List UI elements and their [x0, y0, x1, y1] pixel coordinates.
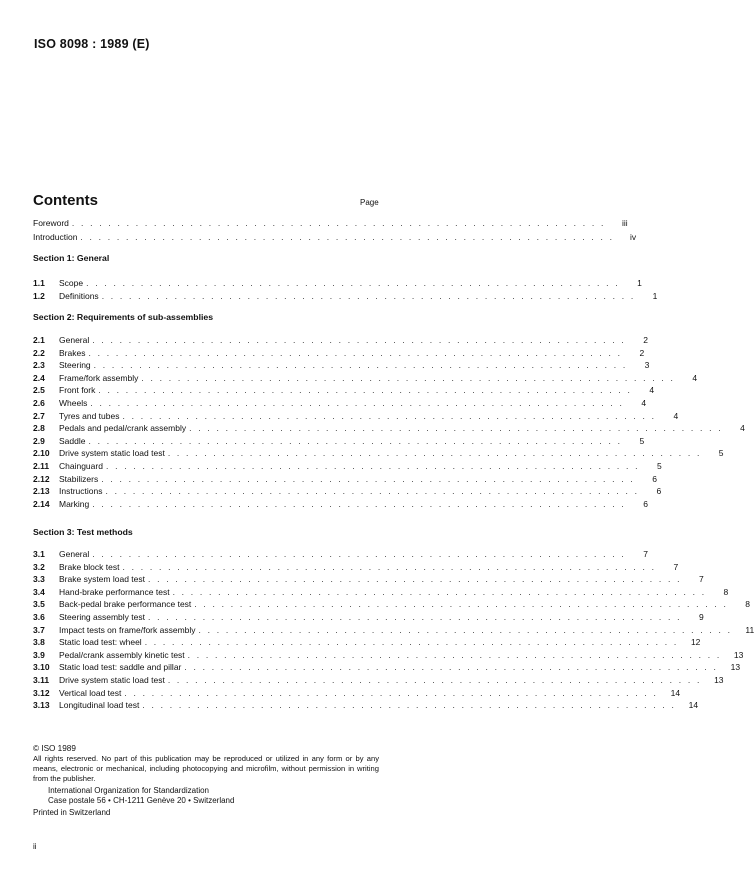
toc-entry[interactable]	[33, 586, 729, 598]
toc-entry-page: 13	[730, 662, 741, 672]
toc-entry[interactable]	[33, 435, 645, 447]
toc-entry[interactable]	[33, 674, 724, 686]
toc-entry-number: 3.2	[33, 562, 45, 572]
toc-entry-page: 5	[656, 461, 662, 471]
toc-entry[interactable]	[33, 687, 681, 699]
toc-entry-title: Marking	[59, 499, 90, 509]
printed-in: Printed in Switzerland	[33, 808, 111, 817]
page-column-label: Page	[360, 198, 379, 207]
toc-entry-title: Pedal/crank assembly kinetic test	[59, 650, 185, 660]
toc-entry-page: 8	[745, 599, 751, 609]
toc-entry-page: 12	[690, 637, 701, 647]
toc-entry[interactable]	[33, 611, 704, 623]
toc-entry-title: Tyres and tubes	[59, 411, 120, 421]
toc-entry-title: Longitudinal load test	[59, 700, 140, 710]
toc-entry-title: Pedals and pedal/crank assembly	[59, 423, 187, 433]
toc-entry-number: 2.9	[33, 436, 45, 446]
toc-entry-page: iii	[621, 218, 628, 228]
toc-entry[interactable]	[33, 649, 744, 661]
toc-entry-number: 3.5	[33, 599, 45, 609]
dot-leader: . . . . . . . . . . . . . . . . . . . . . . . . . . . . . . . . . . . . . . . . . . . . . . . . . . . . . . . . . . .	[184, 662, 719, 672]
toc-entry[interactable]	[33, 636, 701, 648]
toc-entry-page: 1	[637, 278, 642, 288]
dot-leader: . . . . . . . . . . . . . . . . . . . . . . . . . . . . . . . . . . . . . . . . . . . . . . . . . . . . . . . . . . .	[101, 474, 635, 484]
toc-entry-page: 6	[656, 486, 662, 496]
dot-leader: . . . . . . . . . . . . . . . . . . . . . . . . . . . . . . . . . . . . . . . . . . . . . . . . . . . . . . . . . . .	[80, 232, 615, 242]
toc-entry-number: 3.1	[33, 549, 45, 559]
toc-entry-title: Back-pedal brake performance test	[59, 599, 192, 609]
toc-entry-number: 3.3	[33, 574, 45, 584]
toc-entry[interactable]	[33, 410, 679, 422]
toc-entry-page: 2	[639, 348, 645, 358]
toc-entry[interactable]	[33, 598, 751, 610]
toc-entry-title: Chainguard	[59, 461, 103, 471]
dot-leader: . . . . . . . . . . . . . . . . . . . . . . . . . . . . . . . . . . . . . . . . . . . . . . . . . . . . . . . . . . .	[71, 218, 606, 228]
toc-entry-number: 3.8	[33, 637, 45, 647]
toc-entry-number: 1.1	[33, 278, 45, 288]
toc-entry[interactable]	[33, 548, 648, 560]
toc-entry-number: 2.2	[33, 348, 45, 358]
toc-entry-page: 4	[673, 411, 679, 421]
dot-leader: . . . . . . . . . . . . . . . . . . . . . . . . . . . . . . . . . . . . . . . . . . . . . . . . . . . . . . . . . . .	[144, 637, 679, 647]
toc-entry-number: 2.6	[33, 398, 45, 408]
dot-leader: . . . . . . . . . . . . . . . . . . . . . . . . . . . . . . . . . . . . . . . . . . . . . . . . . . . . . . . . . . .	[187, 650, 722, 660]
toc-entry[interactable]	[33, 498, 648, 510]
toc-entry-number: 2.11	[33, 461, 50, 471]
dot-leader: . . . . . . . . . . . . . . . . . . . . . . . . . . . . . . . . . . . . . . . . . . . . . . . . . . . . . . . . . . .	[92, 549, 626, 559]
toc-entry[interactable]	[33, 397, 647, 409]
section-heading: Section 1: General	[33, 253, 110, 263]
organization-address: Case postale 56 • CH-1211 Genève 20 • Switzerland	[48, 796, 235, 805]
toc-entry-page: 7	[643, 549, 648, 559]
toc-entry-title: Drive system static load test	[59, 675, 165, 685]
toc-entry-page: 13	[714, 675, 724, 685]
toc-entry-number: 3.9	[33, 650, 45, 660]
toc-entry-page: 13	[733, 650, 744, 660]
toc-entry-page: 4	[692, 373, 698, 383]
toc-entry-page: 5	[718, 448, 724, 458]
organization-name: International Organization for Standardization	[48, 786, 209, 795]
dot-leader: . . . . . . . . . . . . . . . . . . . . . . . . . . . . . . . . . . . . . . . . . . . . . . . . . . . . . . . . . . .	[124, 688, 659, 698]
toc-entry[interactable]	[33, 624, 754, 636]
section-heading: Section 3: Test methods	[33, 527, 133, 537]
toc-entry[interactable]	[33, 473, 657, 485]
dot-leader: . . . . . . . . . . . . . . . . . . . . . . . . . . . . . . . . . . . . . . . . . . . . . . . . . . . . . . . . . . .	[147, 574, 682, 584]
toc-entry[interactable]	[33, 359, 650, 371]
dot-leader: . . . . . . . . . . . . . . . . . . . . . . . . . . . . . . . . . . . . . . . . . . . . . . . . . . . . . . . . . . .	[172, 587, 707, 597]
toc-entry-title: Impact tests on frame/fork assembly	[59, 625, 196, 635]
toc-entry-page: 4	[649, 385, 655, 395]
toc-entry-number: 2.8	[33, 423, 45, 433]
dot-leader: . . . . . . . . . . . . . . . . . . . . . . . . . . . . . . . . . . . . . . . . . . . . . . . . . . . . . . . . . . .	[122, 411, 657, 421]
toc-entry-number: 3.7	[33, 625, 45, 635]
toc-entry-number: 3.6	[33, 612, 45, 622]
toc-entry-title: Brakes	[59, 348, 86, 358]
toc-entry[interactable]	[33, 217, 628, 229]
toc-entry-number: 3.13	[33, 700, 50, 710]
toc-entry-page: 14	[688, 700, 699, 710]
toc-entry-page: 2	[643, 335, 648, 345]
section-heading: Section 2: Requirements of sub-assemblies	[33, 312, 214, 322]
toc-entry-title: Definitions	[59, 291, 99, 301]
dot-leader: . . . . . . . . . . . . . . . . . . . . . . . . . . . . . . . . . . . . . . . . . . . . . . . . . . . . . . . . . . .	[142, 700, 677, 710]
toc-entry-number: 3.12	[33, 688, 50, 698]
toc-entry-title: General	[59, 335, 90, 345]
toc-entry-title: Drive system static load test	[59, 448, 165, 458]
toc-entry-title: Front fork	[59, 385, 96, 395]
dot-leader: . . . . . . . . . . . . . . . . . . . . . . . . . . . . . . . . . . . . . . . . . . . . . . . . . . . . . . . . . . .	[189, 423, 723, 433]
toc-entry-number: 2.3	[33, 360, 45, 370]
dot-leader: . . . . . . . . . . . . . . . . . . . . . . . . . . . . . . . . . . . . . . . . . . . . . . . . . . . . . . . . . . .	[88, 348, 623, 358]
toc-entry-title: Brake system load test	[59, 574, 145, 584]
toc-entry[interactable]	[33, 422, 745, 434]
toc-entry-number: 2.4	[33, 373, 45, 383]
toc-entry-number: 3.11	[33, 675, 50, 685]
toc-entry[interactable]	[33, 573, 704, 585]
toc-entry-number: 2.5	[33, 385, 45, 395]
dot-leader: . . . . . . . . . . . . . . . . . . . . . . . . . . . . . . . . . . . . . . . . . . . . . . . . . . . . . . . . . . .	[122, 562, 657, 572]
toc-entry[interactable]	[33, 561, 679, 573]
toc-entry-number: 2.14	[33, 499, 50, 509]
toc-entry-title: Instructions	[59, 486, 103, 496]
document-id: ISO 8098 : 1989 (E)	[34, 37, 150, 51]
toc-entry-number: 2.10	[33, 448, 50, 458]
toc-entry[interactable]	[33, 661, 741, 673]
dot-leader: . . . . . . . . . . . . . . . . . . . . . . . . . . . . . . . . . . . . . . . . . . . . . . . . . . . . . . . . . . .	[90, 398, 625, 408]
page-number: ii	[33, 842, 37, 851]
contents-title: Contents	[33, 192, 98, 209]
toc-entry-title: Foreword	[33, 218, 69, 228]
toc-entry-title: Static load test: wheel	[59, 637, 142, 647]
dot-leader: . . . . . . . . . . . . . . . . . . . . . . . . . . . . . . . . . . . . . . . . . . . . . . . . . . . . . . . . . . .	[93, 360, 628, 370]
toc-entry[interactable]	[33, 460, 662, 472]
toc-entry-title: Introduction	[33, 232, 78, 242]
toc-entry[interactable]	[33, 384, 655, 396]
toc-entry-title: Vertical load test	[59, 688, 122, 698]
toc-entry-title: Scope	[59, 278, 84, 288]
dot-leader: . . . . . . . . . . . . . . . . . . . . . . . . . . . . . . . . . . . . . . . . . . . . . . . . . . . . . . . . . . .	[194, 599, 729, 609]
toc-entry-title: Steering assembly test	[59, 612, 145, 622]
toc-entry[interactable]	[33, 277, 642, 289]
toc-entry[interactable]	[33, 485, 662, 497]
dot-leader: . . . . . . . . . . . . . . . . . . . . . . . . . . . . . . . . . . . . . . . . . . . . . . . . . . . . . . . . . . .	[198, 625, 733, 635]
toc-entry-page: 7	[698, 574, 704, 584]
dot-leader: . . . . . . . . . . . . . . . . . . . . . . . . . . . . . . . . . . . . . . . . . . . . . . . . . . . . . . . . . . .	[105, 461, 640, 471]
toc-entry-page: 6	[652, 474, 657, 484]
toc-entry-page: 4	[641, 398, 647, 408]
dot-leader: . . . . . . . . . . . . . . . . . . . . . . . . . . . . . . . . . . . . . . . . . . . . . . . . . . . . . . . . . . .	[92, 499, 626, 509]
dot-leader: . . . . . . . . . . . . . . . . . . . . . . . . . . . . . . . . . . . . . . . . . . . . . . . . . . . . . . . . . . .	[98, 385, 633, 395]
toc-entry[interactable]	[33, 231, 637, 243]
toc-entry-number: 2.1	[33, 335, 45, 345]
toc-entry-number: 2.7	[33, 411, 45, 421]
toc-entry-page: 1	[652, 291, 658, 301]
toc-entry-page: 9	[698, 612, 704, 622]
toc-entry[interactable]	[33, 447, 724, 459]
toc-entry-page: 11	[745, 625, 754, 635]
toc-entry-title: Saddle	[59, 436, 86, 446]
toc-entry-title: General	[59, 549, 90, 559]
toc-entry-number: 3.4	[33, 587, 45, 597]
toc-entry-title: Brake block test	[59, 562, 120, 572]
toc-entry-number: 1.2	[33, 291, 45, 301]
dot-leader: . . . . . . . . . . . . . . . . . . . . . . . . . . . . . . . . . . . . . . . . . . . . . . . . . . . . . . . . . . .	[167, 448, 702, 458]
rights-notice: All rights reserved. No part of this publication may be reproduced or utilized in any form or by any means, electronic or mechanical, including photocopying and microfilm, without permission in writing from the publisher.	[33, 754, 379, 783]
toc-entry[interactable]	[33, 290, 658, 302]
toc-entry-page: 6	[643, 499, 648, 509]
toc-entry-page: iv	[630, 232, 637, 242]
dot-leader: . . . . . . . . . . . . . . . . . . . . . . . . . . . . . . . . . . . . . . . . . . . . . . . . . . . . . . . . . . .	[147, 612, 682, 622]
toc-entry[interactable]	[33, 334, 648, 346]
toc-entry-page: 8	[723, 587, 729, 597]
toc-entry[interactable]	[33, 347, 645, 359]
dot-leader: . . . . . . . . . . . . . . . . . . . . . . . . . . . . . . . . . . . . . . . . . . . . . . . . . . . . . . . . . . .	[167, 675, 702, 685]
toc-entry-title: Stabilizers	[59, 474, 99, 484]
toc-entry-title: Static load test: saddle and pillar	[59, 662, 182, 672]
toc-entry[interactable]	[33, 699, 699, 711]
dot-leader: . . . . . . . . . . . . . . . . . . . . . . . . . . . . . . . . . . . . . . . . . . . . . . . . . . . . . . . . . . .	[105, 486, 640, 496]
toc-entry-number: 2.13	[33, 486, 50, 496]
dot-leader: . . . . . . . . . . . . . . . . . . . . . . . . . . . . . . . . . . . . . . . . . . . . . . . . . . . . . . . . . . .	[86, 278, 620, 288]
copyright-line: © ISO 1989	[33, 744, 76, 753]
toc-entry-page: 5	[639, 436, 645, 446]
toc-entry-title: Frame/fork assembly	[59, 373, 139, 383]
dot-leader: . . . . . . . . . . . . . . . . . . . . . . . . . . . . . . . . . . . . . . . . . . . . . . . . . . . . . . . . . . .	[92, 335, 626, 345]
dot-leader: . . . . . . . . . . . . . . . . . . . . . . . . . . . . . . . . . . . . . . . . . . . . . . . . . . . . . . . . . . .	[101, 291, 636, 301]
toc-entry-page: 7	[673, 562, 679, 572]
toc-entry[interactable]	[33, 372, 698, 384]
toc-entry-number: 3.10	[33, 662, 50, 672]
dot-leader: . . . . . . . . . . . . . . . . . . . . . . . . . . . . . . . . . . . . . . . . . . . . . . . . . . . . . . . . . . .	[141, 373, 676, 383]
toc-entry-title: Wheels	[59, 398, 88, 408]
toc-entry-number: 2.12	[33, 474, 50, 484]
toc-entry-page: 4	[740, 423, 745, 433]
toc-entry-title: Steering	[59, 360, 91, 370]
toc-entry-page: 14	[670, 688, 681, 698]
dot-leader: . . . . . . . . . . . . . . . . . . . . . . . . . . . . . . . . . . . . . . . . . . . . . . . . . . . . . . . . . . .	[88, 436, 623, 446]
toc-entry-title: Hand-brake performance test	[59, 587, 170, 597]
toc-entry-page: 3	[644, 360, 650, 370]
